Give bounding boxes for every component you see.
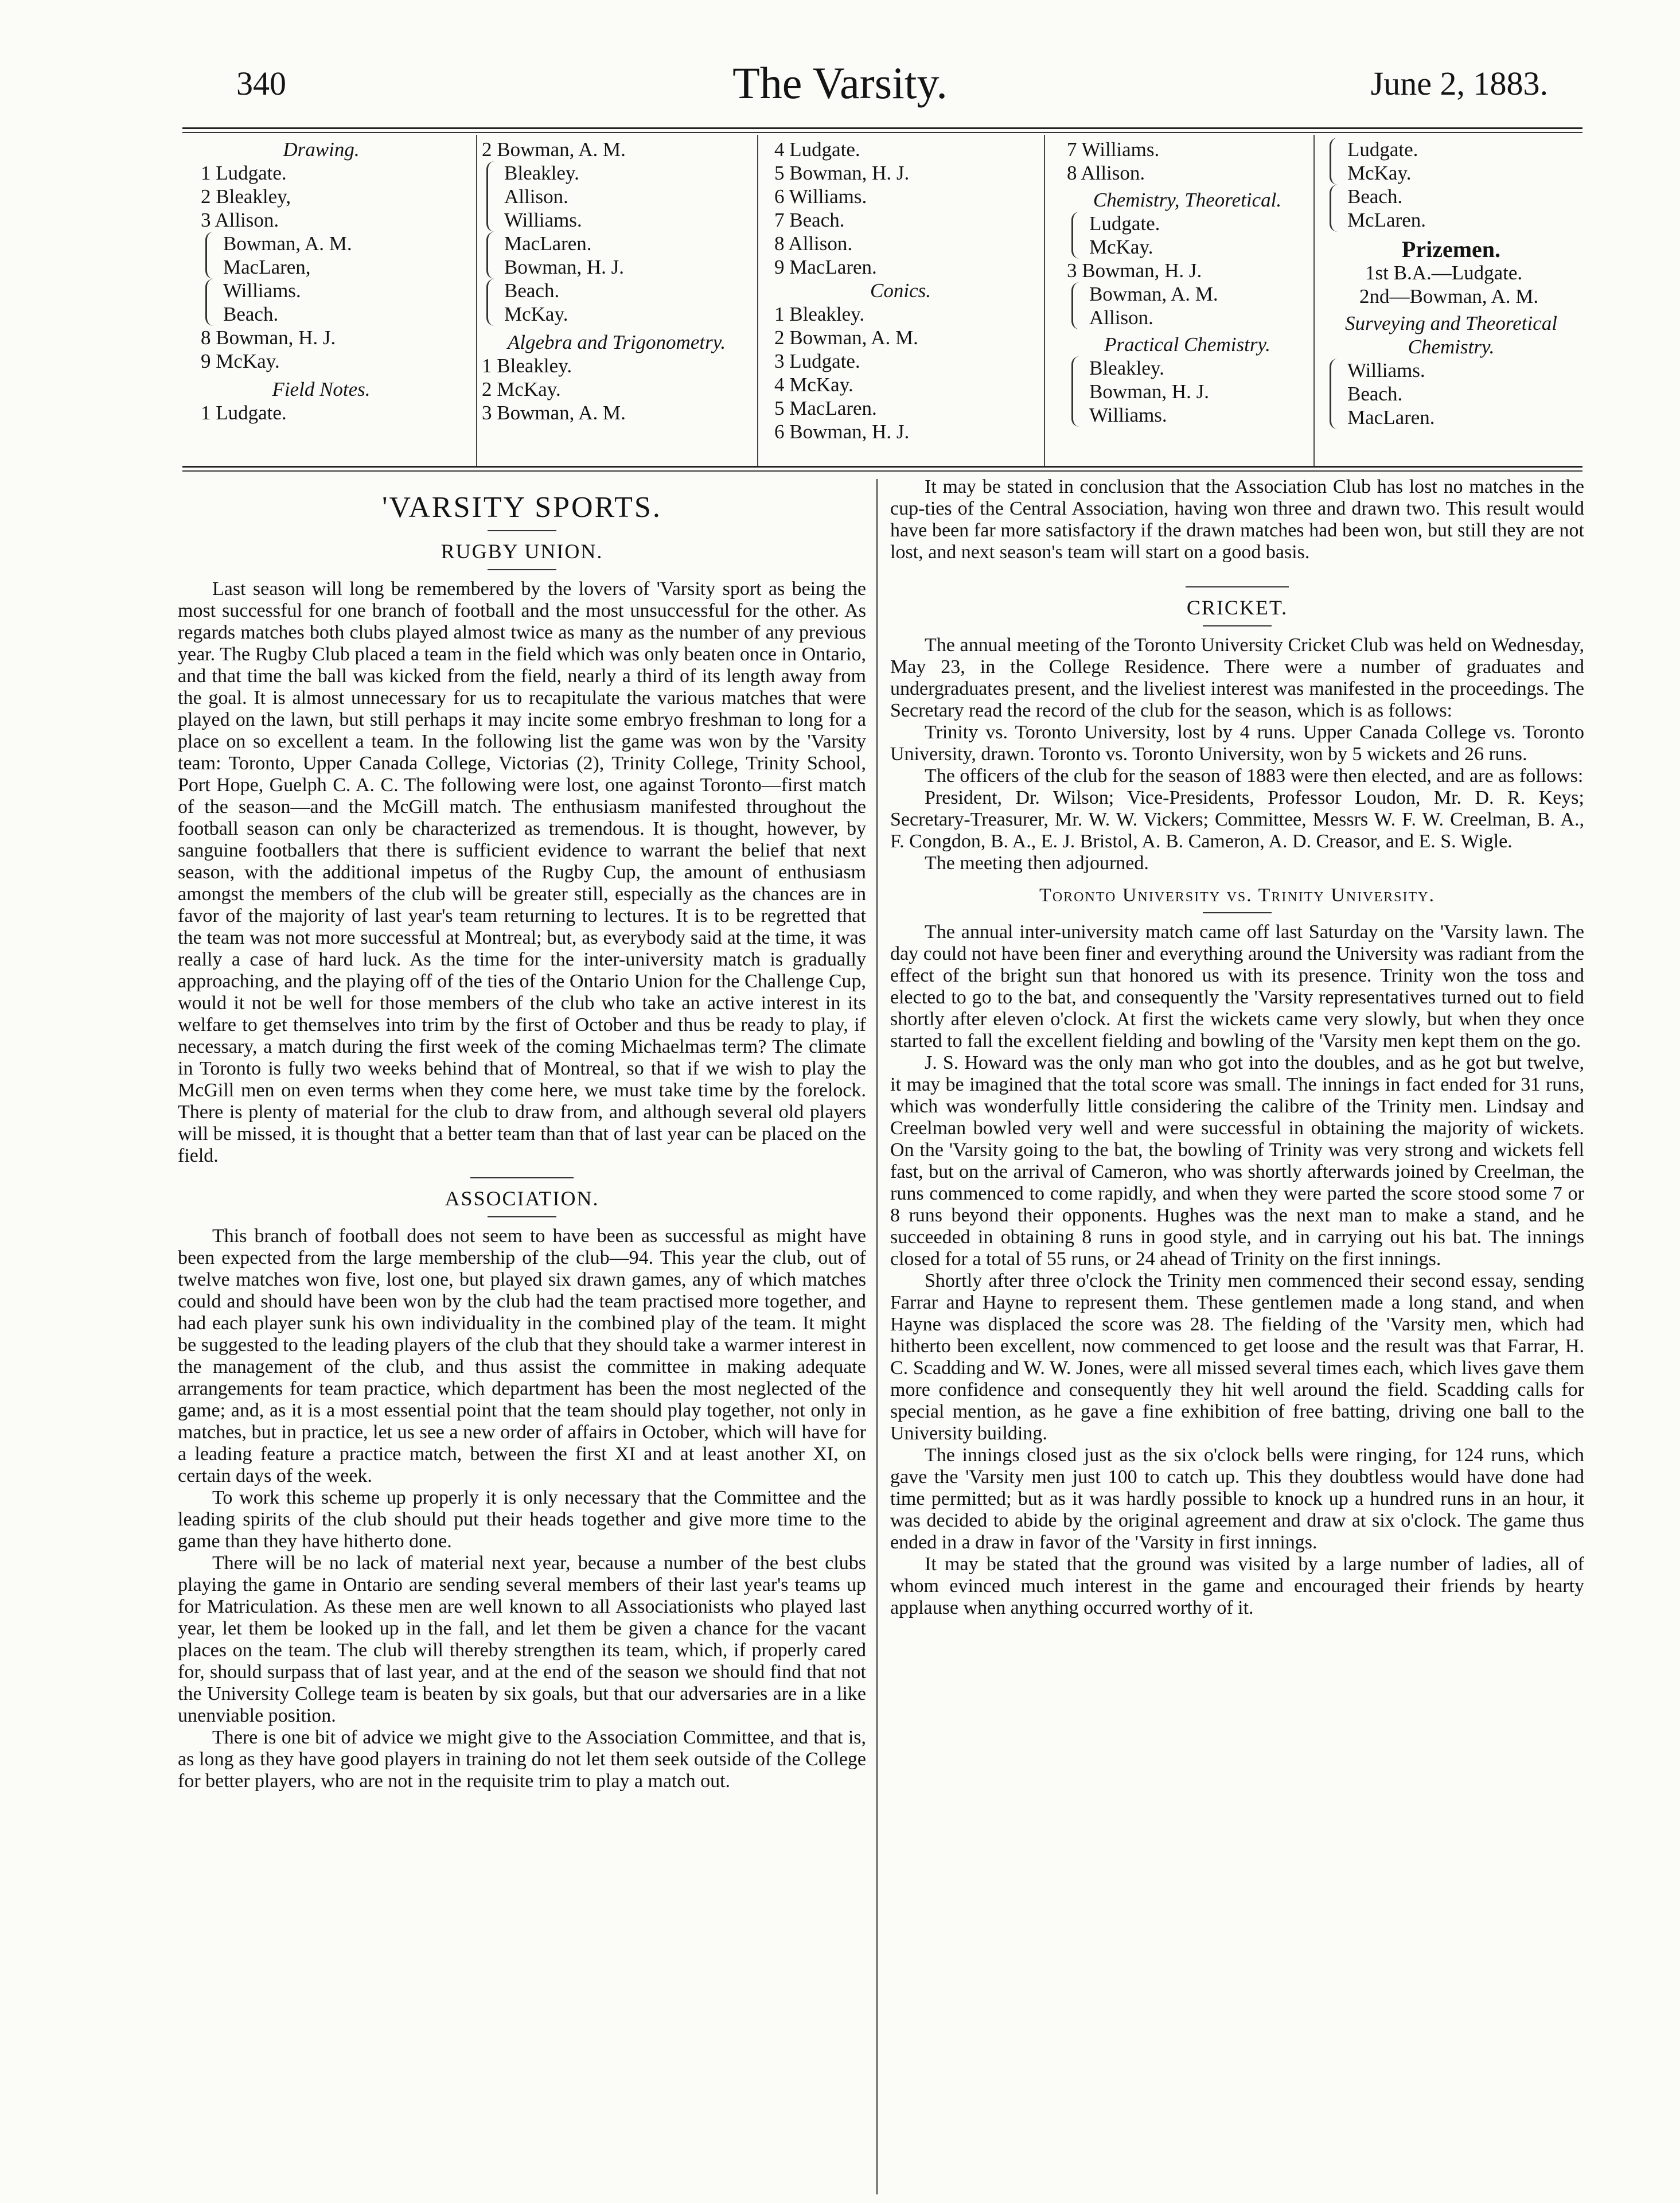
section-heading-association: ASSOCIATION. <box>445 1187 599 1210</box>
divider-rule <box>1203 625 1272 626</box>
prize-entry: Allison. <box>1071 306 1308 329</box>
prize-list-table <box>189 138 1572 465</box>
prize-entry: 7 Williams. <box>1067 138 1160 161</box>
divider-rule <box>470 1177 574 1178</box>
section-heading-match: Toronto University vs. Trinity University. <box>1039 885 1435 906</box>
paragraph: The annual inter-university match came off last Saturday on the 'Varsity lawn. The day could not have been finer and everything around the University was radiant from the effect of the bright sun that honored us with its presence. Trinity won the toss and elected to go to the bat, and consequently the 'Varsity representatives turned out to field shortly after eleven o'clock. At first the wickets came very slowly, but when they once started to fall the excellent fielding and bowling of the 'Varsity men kept them on the go. <box>890 921 1584 1052</box>
prize-entry: 2 Bowman, A. M. <box>482 138 626 161</box>
prize-entry: Williams. <box>486 208 751 232</box>
prize-entry: Bowman, H. J. <box>486 255 751 279</box>
paragraph: The meeting then adjourned. <box>925 853 1149 874</box>
prize-heading: Chemistry, Theoretical. <box>1093 189 1282 211</box>
masthead-rule-thin <box>182 132 1582 133</box>
prize-entry: 3 Bowman, H. J. <box>1067 259 1202 282</box>
column-divider <box>1313 135 1315 468</box>
prize-entry: 2nd—Bowman, A. M. <box>1359 285 1539 308</box>
prize-entry: Allison. <box>486 185 751 208</box>
prize-entry: 6 Bowman, H. J. <box>774 421 910 443</box>
masthead-title: The Varsity. <box>732 58 948 108</box>
prize-entry: McKay. <box>1071 235 1308 259</box>
paragraph: Shortly after three o'clock the Trinity men commenced their second essay, sending Farrar and Hayne to represent them. These gentlemen made a long stand, and when Hayne was displaced the score was 28. The fielding of the 'Varsity men, which had hitherto been excellent, now commenced to get loose and the result was that Farrar, H. C. Scadding and W. W. Jones, were all missed several times each, which lives gave them more confidence and consequently they hit well around the field. Scadding calls for special mention, as he gave a fine exhibition of free batting, driving one ball to the University building. <box>890 1270 1584 1444</box>
prize-entry: Beach. <box>486 279 751 302</box>
paragraph: The innings closed just as the six o'clock bells were ringing, for 124 runs, which gave the 'Varsity men just 100 to catch up. This they doubtless would have done had time permitted; but as it was hardly possible to knock up a hundred runs in an hour, it was decided to abide by the original agreement and draw at six o'clock. The game thus ended in a draw in favor of the 'Varsity in first innings. <box>890 1445 1584 1553</box>
prize-column-4 <box>1067 138 1308 465</box>
prize-entry: MacLaren, <box>205 255 442 279</box>
divider-rule <box>1186 586 1289 587</box>
prize-entry: 2 Bowman, A. M. <box>774 326 918 349</box>
prize-entry: Williams. <box>1071 403 1308 427</box>
prize-entry: 4 Ludgate. <box>774 138 860 161</box>
paragraph: There is one bit of advice we might give to the Association Committee, and that is, as long as they have good players in training do not let them seek outside of the College for better players, who are not in the requisite trim to play a match out. <box>178 1727 866 1792</box>
prize-entry: Beach. <box>1330 382 1577 406</box>
prize-entry: Ludgate. <box>1330 138 1577 161</box>
prize-entry: MacLaren. <box>486 232 751 255</box>
divider-rule <box>1203 912 1272 913</box>
prize-heading: Prizemen. <box>1401 236 1501 262</box>
prize-entry: 8 Allison. <box>774 232 853 255</box>
prize-entry: 7 Beach. <box>774 209 845 231</box>
article-title: 'VARSITY SPORTS. <box>382 491 662 524</box>
prize-entry: 1 Ludgate. <box>201 162 287 184</box>
masthead-rule <box>182 127 1582 129</box>
prize-heading: Algebra and Trigonometry. <box>507 331 726 353</box>
prize-entry: 1st B.A.—Ludgate. <box>1365 262 1523 284</box>
prize-heading: Field Notes. <box>272 378 371 400</box>
table-bottom-rule-thin <box>182 470 1582 472</box>
prize-column-5 <box>1325 138 1577 465</box>
table-bottom-rule <box>182 466 1582 468</box>
prize-entry: 3 Ludgate. <box>774 350 860 372</box>
paragraph: President, Dr. Wilson; Vice-Presidents, Professor Loudon, Mr. D. R. Keys; Secretary-Treasurer, Mr. W. W. Vickers; Committee, Messrs W. F. W. Creelman, B. A., F. Congdon, B. A., E. J. Bristol, A. B. Cameron, A. D. Creasor, and E. S. Wigle. <box>890 787 1584 852</box>
prize-entry: Beach. <box>205 302 442 326</box>
prize-entry: Beach. <box>1330 185 1577 208</box>
article-left-column <box>178 491 866 2189</box>
prize-entry: 4 McKay. <box>774 373 853 396</box>
prize-heading: Conics. <box>870 279 931 302</box>
prize-heading: Drawing. <box>283 138 360 161</box>
prize-entry: 5 MacLaren. <box>774 397 877 419</box>
prize-entry: McKay. <box>1330 161 1577 185</box>
issue-date: June 2, 1883. <box>1370 65 1548 102</box>
page-number: 340 <box>236 65 286 102</box>
column-divider <box>757 135 758 468</box>
prize-entry: Bleakley. <box>1071 356 1308 380</box>
column-divider <box>476 135 477 468</box>
prize-heading: Practical Chemistry. <box>1104 333 1270 356</box>
paragraph: Trinity vs. Toronto University, lost by 4 runs. Upper Canada College vs. Toronto University, drawn. Toronto vs. Toronto University, won by 5 wickets and 26 runs. <box>890 722 1584 765</box>
paragraph: There will be no lack of material next year, because a number of the best clubs playing the game in Ontario are sending several members of their last year's teams up for Matriculation. As these men are well known to all Associationists who played last year, let them be looked up in the fall, and let them be given a chance for the vacant places on the team. The club will thereby strengthen its team, which, if properly cared for, should surpass that of last year, and at the end of the season we should find that not the University College team is beaten by six goals, but that our adversaries are in a like unenviable position. <box>178 1552 866 1726</box>
prize-entry: 1 Ludgate. <box>201 402 287 424</box>
prize-entry: 8 Bowman, H. J. <box>201 326 336 349</box>
prize-entry: Bowman, A. M. <box>205 232 442 255</box>
divider-rule <box>488 1216 556 1217</box>
section-heading-rugby: RUGBY UNION. <box>441 540 603 563</box>
prize-entry: Bowman, A. M. <box>1071 282 1308 306</box>
prize-column-3 <box>774 138 1027 465</box>
paragraph: It may be stated that the ground was visited by a large number of ladies, all of whom evinced much interest in the game and encouraged their friends by hearty applause when anything occurred worthy of it. <box>890 1554 1584 1618</box>
prize-entry: MacLaren. <box>1330 406 1577 429</box>
column-divider <box>1044 135 1045 468</box>
prize-entry: 1 Bleakley. <box>482 355 572 377</box>
divider-rule <box>488 530 556 531</box>
prize-entry: 3 Bowman, A. M. <box>482 402 626 424</box>
paragraph: To work this scheme up properly it is only necessary that the Committee and the leading spirits of the club should put their heads together and give more time to the game than they have hitherto done. <box>178 1487 866 1552</box>
article-right-column <box>890 476 1584 2174</box>
prize-entry: 3 Allison. <box>201 209 279 231</box>
prize-entry: 2 McKay. <box>482 378 561 400</box>
paragraph: Last season will long be remembered by the lovers of 'Varsity sport as being the most successful for one branch of football and the most unsuccessful for the other. As regards matches both clubs played almost twice as many as the number of any previous year. The Rugby Club placed a team in the field which was only beaten once in Ontario, and that time the ball was kicked from the field, nearly a third of its length away from the goal. It is almost unnecessary for us to recapitulate the various matches that were played on the lawn, but still perhaps it may incite some embryo freshman to long for a place on so excellent a team. In the following list the game was won by the 'Varsity team: Toronto, Upper Canada College, Victorias (2), Trinity College, Trinity School, Port Hope, Guelph C. A. C. The following were lost, one against Toronto—first match of the season—and the McGill match. The enthusiasm manifested throughout the football season can only be characterized as tremendous. It is thought, however, by sanguine footballers that there is sufficient evidence to warrant the belief that next season, with the additional impetus of the Rugby Cup, the amount of enthusiasm amongst the members of the club will be greater still, especially as the chances are in favor of the majority of last year's team returning to lectures. It is to be regretted that the team was not more successful at Montreal; but, as everybody said at the time, it was really a case of hard luck. As the time for the inter-university match is gradually approaching, and the playing off of the ties of the Ontario Union for the Challenge Cup, would it not be well for those members of the club who take an active interest in its welfare to get themselves into trim by the first of October and thus be ready to play, if necessary, a match during the first week of the coming Michaelmas term? The climate in Toronto is fully two weeks behind that of Montreal, so that if we wish to play the McGill men on even terms when they come here, we must take time by the forelock. There is plenty of material for the club to draw from, and although several old players will be missed, it is thought that a better team than that of last year can be placed on the field. <box>178 578 866 1166</box>
section-heading-cricket: CRICKET. <box>1186 596 1288 619</box>
prize-entry: 6 Williams. <box>774 185 867 208</box>
paragraph: J. S. Howard was the only man who got into the doubles, and as he got but twelve, it may be imagined that the total score was small. The innings in fact ended for 31 runs, which was wonderfully little considering the calibre of the Trinity men. Lindsay and Creelman bowled very well and were successful in obtaining the majority of wickets. On the 'Varsity going to the bat, the bowling of Trinity was very strong and wickets fell fast, but on the arrival of Cameron, who was shortly afterwards joined by Creelman, the runs commenced to come rapidly, and when they were parted the score stood some 7 or 8 runs beyond their opponents. Hughes was the next man to make a stand, and he succeeded in obtaining 8 runs in good style, and in carrying out his bat. The innings closed for a total of 55 runs, or 24 ahead of Trinity on the first innings. <box>890 1052 1584 1270</box>
paragraph: The officers of the club for the season of 1883 were then elected, and are as follows: <box>925 765 1584 787</box>
prize-entry: Williams. <box>205 279 442 302</box>
prize-entry: Bleakley. <box>486 161 751 185</box>
paragraph: This branch of football does not seem to have been as successful as might have been expected from the large membership of the club—94. This year the club, out of twelve matches won five, lost one, but played six drawn games, any of which matches could and should have been won by the club had the team practised more together, and had each player sunk his own individuality in the combined play of the team. It might be suggested to the leading players of the club that they should take a warmer interest in the management of the club, and thus assist the committee in making adequate arrangements for team practice, which department has been the most neglected of the game; and, as it is a most essential point that the team should play together, not only in matches, but in practice, let us see a new order of affairs in October, which will have for a leading feature a practice match, between the first XI and at least another XI, on certain days of the week. <box>178 1225 866 1486</box>
prize-entry: McLaren. <box>1330 208 1577 232</box>
prize-column-1 <box>201 138 442 465</box>
prize-column-2 <box>482 138 751 465</box>
prize-entry: 9 MacLaren. <box>774 256 877 278</box>
divider-rule <box>488 569 556 570</box>
prize-entry: 5 Bowman, H. J. <box>774 162 910 184</box>
prize-entry: McKay. <box>486 302 751 326</box>
paragraph: The annual meeting of the Toronto University Cricket Club was held on Wednesday, May 23, in the College Residence. There were a number of graduates and undergraduates present, and the liveliest interest was manifested in the proceedings. The Secretary read the record of the club for the season, which is as follows: <box>890 635 1584 721</box>
prize-entry: 1 Bleakley. <box>774 303 865 325</box>
prize-entry: Williams. <box>1330 359 1577 382</box>
column-divider <box>876 479 878 2194</box>
prize-entry: Ludgate. <box>1071 212 1308 235</box>
prize-entry: 2 Bleakley, <box>201 185 291 208</box>
paragraph: It may be stated in conclusion that the Association Club has lost no matches in the cup-ties of the Central Association, having won three and drawn two. This result would have been far more satisfactory if the drawn matches had been won, but still they are not lost, and next season's team will start on a good basis. <box>890 476 1584 563</box>
prize-entry: 9 McKay. <box>201 350 280 372</box>
prize-entry: Bowman, H. J. <box>1071 380 1308 403</box>
prize-entry: 8 Allison. <box>1067 162 1145 184</box>
prize-heading: Surveying and Theoretical Chemistry. <box>1344 312 1557 358</box>
